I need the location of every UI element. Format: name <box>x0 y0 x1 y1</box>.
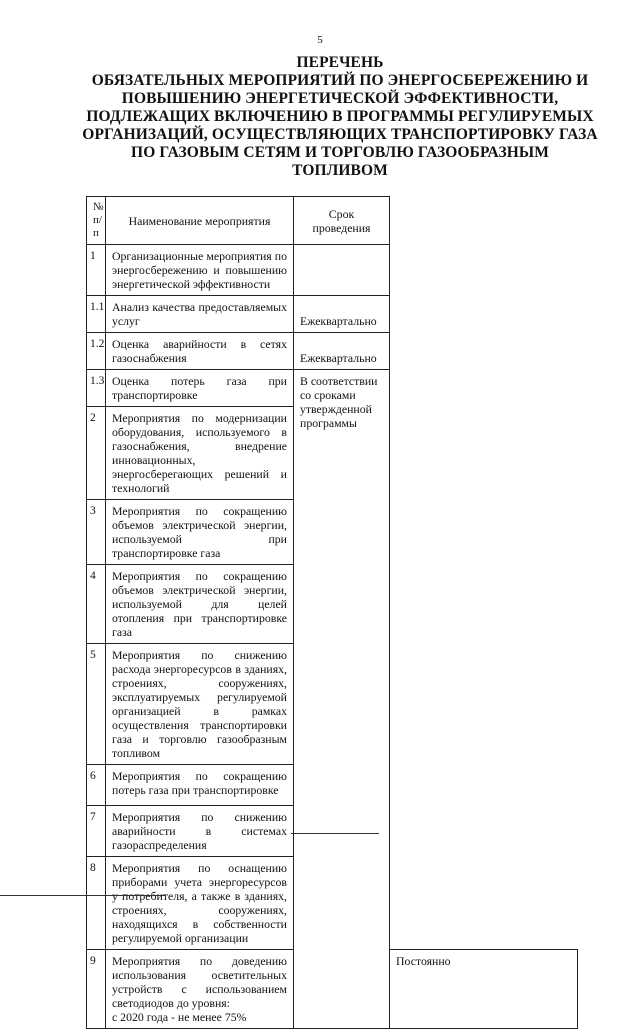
row-name: Мероприятия по оснащению приборами учета энергоресурсов у потребителя, а также в зданиях, строениях, сооружениях, находящихся в собственности регулируемой организации <box>106 857 294 950</box>
row-number: 1.1 <box>87 296 106 333</box>
row-term: Постоянно <box>390 950 578 1029</box>
footer-divider <box>0 895 165 896</box>
table-header-row <box>87 197 578 245</box>
row-name-cell <box>106 950 294 1029</box>
row-name: Анализ качества предоставляемых услуг <box>106 296 294 333</box>
row-number: 1.3 <box>87 370 106 407</box>
table-row <box>87 370 578 407</box>
row-name: Мероприятия по сокращению объемов электрической энергии, используемой для целей отопления при транспортировке газа <box>106 565 294 644</box>
title-line: ТОПЛИВОМ <box>292 162 388 179</box>
table-row <box>87 245 578 296</box>
row-term: Ежеквартально <box>294 296 390 333</box>
header-number <box>87 197 106 245</box>
row-name: Оценка аварийности в сетях газоснабжения <box>106 333 294 370</box>
row-number: 4 <box>87 565 106 644</box>
row-number: 9 <box>87 950 106 1029</box>
title-line: ОРГАНИЗАЦИЙ, ОСУЩЕСТВЛЯЮЩИХ ТРАНСПОРТИРОВКУ ГАЗА <box>82 126 598 143</box>
row-name-extra: с 2020 года - не менее 75% <box>112 1010 247 1024</box>
title-line: ПО ГАЗОВЫМ СЕТЯМ И ТОРГОВЛЮ ГАЗООБРАЗНЫМ <box>131 144 549 161</box>
row-number: 8 <box>87 857 106 950</box>
row-name: Мероприятия по снижению расхода энергоресурсов в зданиях, строениях, сооружениях, эксплуатируемых регулируемой организацией в рамках осуществления транспортировки газа и торговлю газообразным топливом <box>106 644 294 765</box>
row-name: Мероприятия по доведению использования осветительных устройств с использованием светодиодов до уровня: <box>112 954 287 1010</box>
row-number: 7 <box>87 806 106 857</box>
row-number: 6 <box>87 765 106 806</box>
row-name: Мероприятия по модернизации оборудования, используемого в газоснабжения, внедрение инновационных, энергосберегающих решений и технологий <box>106 407 294 500</box>
row-number: 3 <box>87 500 106 565</box>
row-name: Организационные мероприятия по энергосбережению и повышению энергетической эффективности <box>106 245 294 296</box>
signature-divider <box>291 833 379 834</box>
row-name: Мероприятия по сокращению объемов электрической энергии, используемой при транспортировке газа <box>106 500 294 565</box>
row-number: 2 <box>87 407 106 500</box>
row-name: Мероприятия по снижению аварийности в системах газораспределения <box>106 806 294 857</box>
header-term: Срок проведения <box>294 197 390 245</box>
title-line: ПОВЫШЕНИЮ ЭНЕРГЕТИЧЕСКОЙ ЭФФЕКТИВНОСТИ, <box>121 90 559 107</box>
row-term <box>294 245 390 296</box>
table-row <box>87 333 578 370</box>
document-title <box>80 54 600 180</box>
row-number: 1 <box>87 245 106 296</box>
title-line: ОБЯЗАТЕЛЬНЫХ МЕРОПРИЯТИЙ ПО ЭНЕРГОСБЕРЕЖЕНИЮ И <box>91 72 589 89</box>
row-term-merged: В соответствии со сроками утвержденной программы <box>294 370 390 1029</box>
measures-table <box>86 196 578 1029</box>
page-number: 5 <box>317 34 323 46</box>
header-name: Наименование мероприятия <box>106 197 294 245</box>
row-name: Оценка потерь газа при транспортировке <box>106 370 294 407</box>
row-term: Ежеквартально <box>294 333 390 370</box>
title-line: ПОДЛЕЖАЩИХ ВКЛЮЧЕНИЮ В ПРОГРАММЫ РЕГУЛИРУЕМЫХ <box>86 108 594 125</box>
table-row <box>87 296 578 333</box>
row-number: 5 <box>87 644 106 765</box>
row-number: 1.2 <box>87 333 106 370</box>
header-number-line1: № <box>93 201 104 213</box>
title-line: ПЕРЕЧЕНЬ <box>296 54 384 71</box>
header-number-line2: п/п <box>93 214 102 239</box>
row-name: Мероприятия по сокращению потерь газа при транспортировке <box>106 765 294 806</box>
